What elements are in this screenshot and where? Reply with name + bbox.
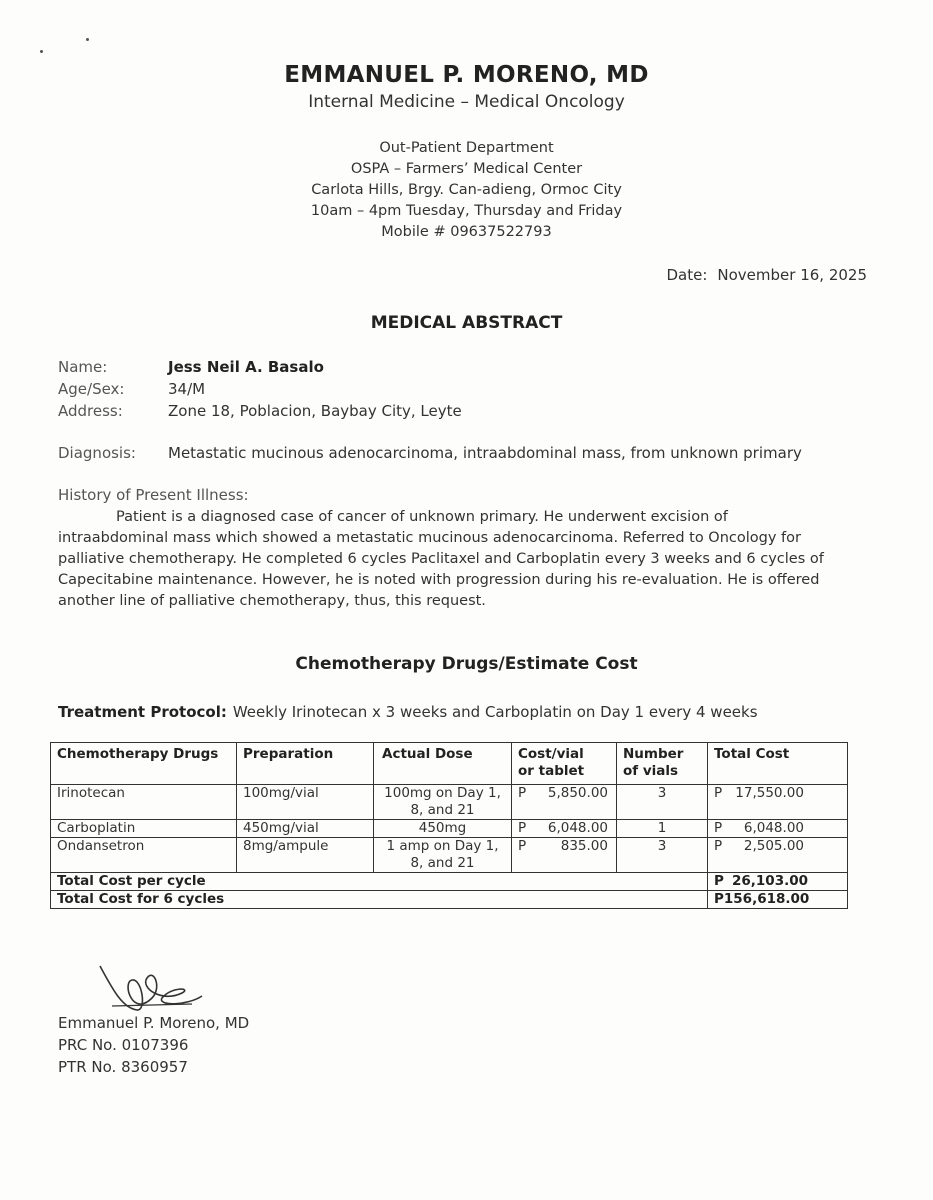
document-title: MEDICAL ABSTRACT [370, 313, 563, 333]
amount: 835.00 [560, 838, 608, 854]
currency: P [518, 785, 527, 801]
prep-cell: 100mg/vial [237, 785, 374, 820]
clinic-line: Mobile # 09637522793 [381, 224, 552, 240]
drug-cell: Irinotecan [51, 785, 237, 820]
history-text [58, 507, 873, 612]
currency: P [714, 785, 723, 801]
document-date [666, 266, 867, 284]
dose-cell [374, 838, 512, 873]
clinic-line: 10am – 4pm Tuesday, Thursday and Friday [310, 203, 623, 219]
amount: 6,048.00 [743, 820, 804, 836]
protocol-text: Weekly Irinotecan x 3 weeks and Carboplatin on Day 1 every 4 weeks [232, 703, 758, 721]
drug-cell: Carboplatin [51, 820, 237, 838]
col-header-line: or tablet [518, 763, 585, 779]
col-header-line: Number [623, 746, 684, 762]
clinic-line: Out-Patient Department [379, 140, 554, 156]
signer-block [58, 1012, 249, 1078]
amount: 6,048.00 [547, 820, 608, 836]
total-cell [708, 838, 848, 873]
vials-cell: 3 [617, 785, 708, 820]
treatment-protocol [58, 703, 758, 721]
dose-line: 8, and 21 [410, 855, 475, 871]
history-line: Patient is a diagnosed case of cancer of unknown primary. He underwent excision of [116, 509, 728, 525]
prep-cell: 8mg/ampule [237, 838, 374, 873]
currency: P [518, 838, 527, 854]
name-label: Name: [58, 358, 108, 376]
cost-cell [512, 838, 617, 873]
history-line: Capecitabine maintenance. However, he is noted with progression during his re-evaluation. He is offered [58, 572, 820, 588]
agesex-label: Age/Sex: [58, 380, 125, 398]
total-label: Total Cost for 6 cycles [51, 891, 708, 909]
table-header-row [51, 743, 848, 785]
total-value [708, 873, 848, 891]
dose-line: 100mg on Day 1, [384, 785, 501, 801]
amount: 2,505.00 [743, 838, 804, 854]
total-per-cycle-row [51, 873, 848, 891]
total-cell [708, 820, 848, 838]
col-header [512, 743, 617, 785]
total-cell [708, 785, 848, 820]
clinic-line: OSPA – Farmers’ Medical Center [350, 161, 583, 177]
col-header [617, 743, 708, 785]
cost-cell [512, 820, 617, 838]
history-line: palliative chemotherapy. He completed 6 cycles Paclitaxel and Carboplatin every 3 weeks and 6 cycles of [58, 551, 824, 567]
cost-section-title: Chemotherapy Drugs/Estimate Cost [295, 654, 638, 674]
total-label: Total Cost per cycle [51, 873, 708, 891]
dose-line: 1 amp on Day 1, [386, 838, 499, 854]
prep-cell: 450mg/vial [237, 820, 374, 838]
cost-cell [512, 785, 617, 820]
history-label: History of Present Illness: [58, 486, 249, 504]
table-row [51, 838, 848, 873]
history-line: intraabdominal mass which showed a metastatic mucinous adenocarcinoma. Referred to Oncology for [58, 530, 801, 546]
signer-name: Emmanuel P. Moreno, MD [58, 1014, 250, 1032]
protocol-label: Treatment Protocol: [58, 703, 227, 721]
doctor-specialty: Internal Medicine – Medical Oncology [308, 92, 625, 112]
doctor-name: EMMANUEL P. MORENO, MD [284, 62, 649, 88]
currency: P [714, 873, 724, 889]
col-header: Actual Dose [374, 743, 512, 785]
history-line: another line of palliative chemotherapy, thus, this request. [58, 593, 486, 609]
total-six-cycles-row [51, 891, 848, 909]
table-row [51, 785, 848, 820]
clinic-line: Carlota Hills, Brgy. Can-adieng, Ormoc City [311, 182, 622, 198]
scan-speck [40, 50, 43, 53]
col-header-line: Cost/vial [518, 746, 584, 762]
signer-ptr: PTR No. 8360957 [58, 1058, 188, 1076]
drug-cell: Ondansetron [51, 838, 237, 873]
scan-speck [86, 38, 89, 41]
amount: 5,850.00 [547, 785, 608, 801]
vials-cell: 3 [617, 838, 708, 873]
dose-cell [374, 785, 512, 820]
col-header: Chemotherapy Drugs [51, 743, 237, 785]
table-row [51, 820, 848, 838]
vials-cell: 1 [617, 820, 708, 838]
date-value: November 16, 2025 [717, 266, 867, 284]
dose-cell: 450mg [374, 820, 512, 838]
diagnosis-label: Diagnosis: [58, 444, 136, 462]
col-header-line: of vials [623, 763, 679, 779]
patient-diagnosis: Metastatic mucinous adenocarcinoma, intraabdominal mass, from unknown primary [168, 444, 802, 462]
currency: P [714, 838, 723, 854]
signer-prc: PRC No. 0107396 [58, 1036, 189, 1054]
patient-name: Jess Neil A. Basalo [168, 358, 324, 376]
currency: P [518, 820, 527, 836]
currency: P [714, 820, 723, 836]
dose-line: 8, and 21 [410, 802, 475, 818]
patient-agesex: 34/M [168, 380, 206, 398]
col-header: Preparation [237, 743, 374, 785]
total-value: P156,618.00 [708, 891, 848, 909]
patient-address: Zone 18, Poblacion, Baybay City, Leyte [168, 402, 462, 420]
amount: 26,103.00 [732, 873, 809, 889]
clinic-info [0, 138, 933, 243]
date-label: Date: [666, 266, 708, 284]
address-label: Address: [58, 402, 123, 420]
amount: 17,550.00 [735, 785, 804, 801]
col-header: Total Cost [708, 743, 848, 785]
cost-table [50, 742, 848, 909]
